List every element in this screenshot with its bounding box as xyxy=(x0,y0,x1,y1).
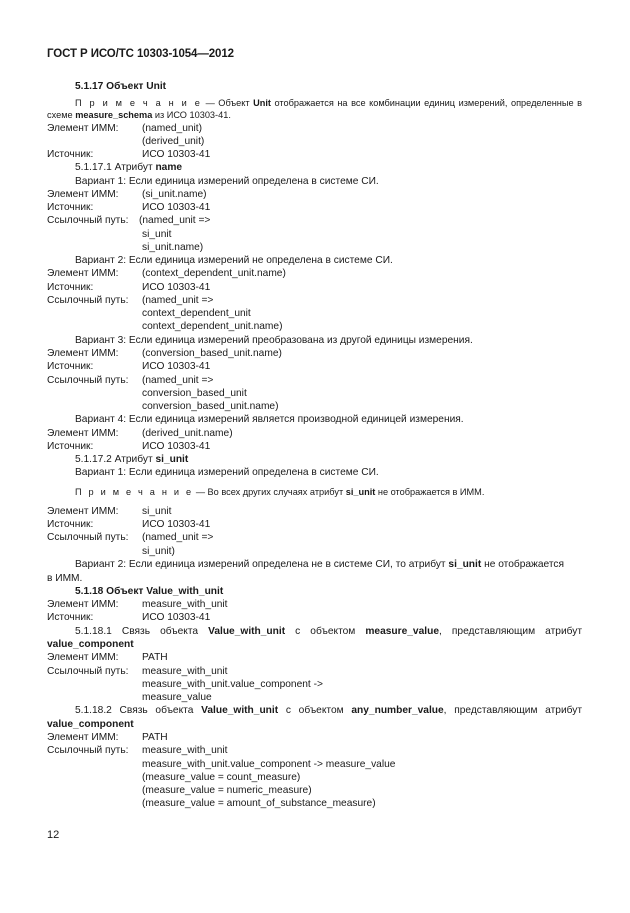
relation-2-title: 5.1.18.2 Связь объекта Value_with_unit с объектом any_number_value, представляющим атрибут xyxy=(75,705,583,716)
si-unit-refpath-2: si_unit) xyxy=(142,546,175,557)
variant-4-element-row: Элемент ИММ: (derived_unit.name) xyxy=(47,428,233,439)
relation-2-refpath-4: (measure_value = numeric_measure) xyxy=(142,785,312,796)
variant-2-refpath-2: context_dependent_unit xyxy=(142,308,251,319)
variant-3-refpath-2: conversion_based_unit xyxy=(142,388,247,399)
variant-2-refpath-3: context_dependent_unit.name) xyxy=(142,321,283,332)
si-unit-refpath-row: Ссылочный путь: (named_unit => xyxy=(47,532,214,543)
unit-source-row: Источник: ИСО 10303-41 xyxy=(47,149,211,160)
relation-2-refpath-3: (measure_value = count_measure) xyxy=(142,772,301,783)
variant-2-text: Вариант 2: Если единица измерений не определена в системе СИ. xyxy=(75,255,393,266)
section-5-1-17-title: 5.1.17 Объект Unit xyxy=(75,81,167,92)
relation-1-refpath-3: measure_value xyxy=(142,692,212,703)
page-header: ГОСТ Р ИСО/ТС 10303-1054—2012 xyxy=(47,48,234,60)
relation-2-refpath-2: measure_with_unit.value_component -> measure_value xyxy=(142,759,396,770)
relation-2-refpath-row: Ссылочный путь: measure_with_unit xyxy=(47,745,228,756)
attr-si-unit-title: 5.1.17.2 Атрибут si_unit xyxy=(75,454,189,465)
variant-1-element-row: Элемент ИММ: (si_unit.name) xyxy=(47,189,207,200)
si-unit-variant-1-text: Вариант 1: Если единица измерений определена в системе СИ. xyxy=(75,467,379,478)
variant-4-text: Вариант 4: Если единица измерений является производной единицей измерения. xyxy=(75,414,464,425)
variant-3-refpath-3: conversion_based_unit.name) xyxy=(142,401,279,412)
unit-element-row: Элемент ИММ: (named_unit) xyxy=(47,123,203,134)
relation-1-title-line2: value_component xyxy=(47,639,134,650)
variant-3-text: Вариант 3: Если единица измерений преобразована из другой единицы измерения. xyxy=(75,335,473,346)
section-5-1-18-title: 5.1.18 Объект Value_with_unit xyxy=(75,586,224,597)
unit-element-value-2: (derived_unit) xyxy=(142,136,205,147)
attr-name-title: 5.1.17.1 Атрибут name xyxy=(75,162,183,173)
variant-1-refpath-row: Ссылочный путь: (named_unit => xyxy=(47,215,211,226)
variant-1-refpath-3: si_unit.name) xyxy=(142,242,204,253)
variant-1-refpath-2: si_unit xyxy=(142,229,172,240)
note-unit-line1: П р и м е ч а н и е — Объект Unit отображается на все комбинации единиц измерений, определенные в xyxy=(75,98,582,108)
relation-1-refpath-row: Ссылочный путь: measure_with_unit xyxy=(47,666,228,677)
variant-2-source-row: Источник: ИСО 10303-41 xyxy=(47,282,211,293)
relation-2-title-line2: value_component xyxy=(47,719,134,730)
variant-3-refpath-row: Ссылочный путь: (named_unit => xyxy=(47,375,214,386)
relation-2-refpath-5: (measure_value = amount_of_substance_measure) xyxy=(142,798,376,809)
variant-2-element-row: Элемент ИММ: (context_dependent_unit.name) xyxy=(47,268,286,279)
relation-1-refpath-2: measure_with_unit.value_component -> xyxy=(142,679,323,690)
variant-4-source-row: Источник: ИСО 10303-41 xyxy=(47,441,211,452)
relation-2-element-row: Элемент ИММ: PATH xyxy=(47,732,168,743)
variant-2-refpath-row: Ссылочный путь: (named_unit => xyxy=(47,295,214,306)
variant-1-source-row: Источник: ИСО 10303-41 xyxy=(47,202,211,213)
note-si-unit: П р и м е ч а н и е — Во всех других случаях атрибут si_unit не отображается в ИММ. xyxy=(75,487,485,497)
page-number: 12 xyxy=(47,829,60,841)
si-unit-source-row: Источник: ИСО 10303-41 xyxy=(47,519,211,530)
relation-1-element-row: Элемент ИММ: PATH xyxy=(47,652,168,663)
si-unit-element-row: Элемент ИММ: si_unit xyxy=(47,506,172,517)
variant-1-text: Вариант 1: Если единица измерений определена в системе СИ. xyxy=(75,176,379,187)
vwu-element-row: Элемент ИММ: measure_with_unit xyxy=(47,599,228,610)
si-unit-variant-2-text: Вариант 2: Если единица измерений определена не в системе СИ, то атрибут si_unit не отображается xyxy=(75,559,564,570)
note-unit-line2: схеме measure_schema из ИСО 10303-41. xyxy=(47,110,231,120)
variant-3-source-row: Источник: ИСО 10303-41 xyxy=(47,361,211,372)
relation-1-title: 5.1.18.1 Связь объекта Value_with_unit с объектом measure_value, представляющим атрибут xyxy=(75,626,583,637)
si-unit-variant-2-line2: в ИММ. xyxy=(47,573,83,584)
vwu-source-row: Источник: ИСО 10303-41 xyxy=(47,612,211,623)
variant-3-element-row: Элемент ИММ: (conversion_based_unit.name) xyxy=(47,348,282,359)
